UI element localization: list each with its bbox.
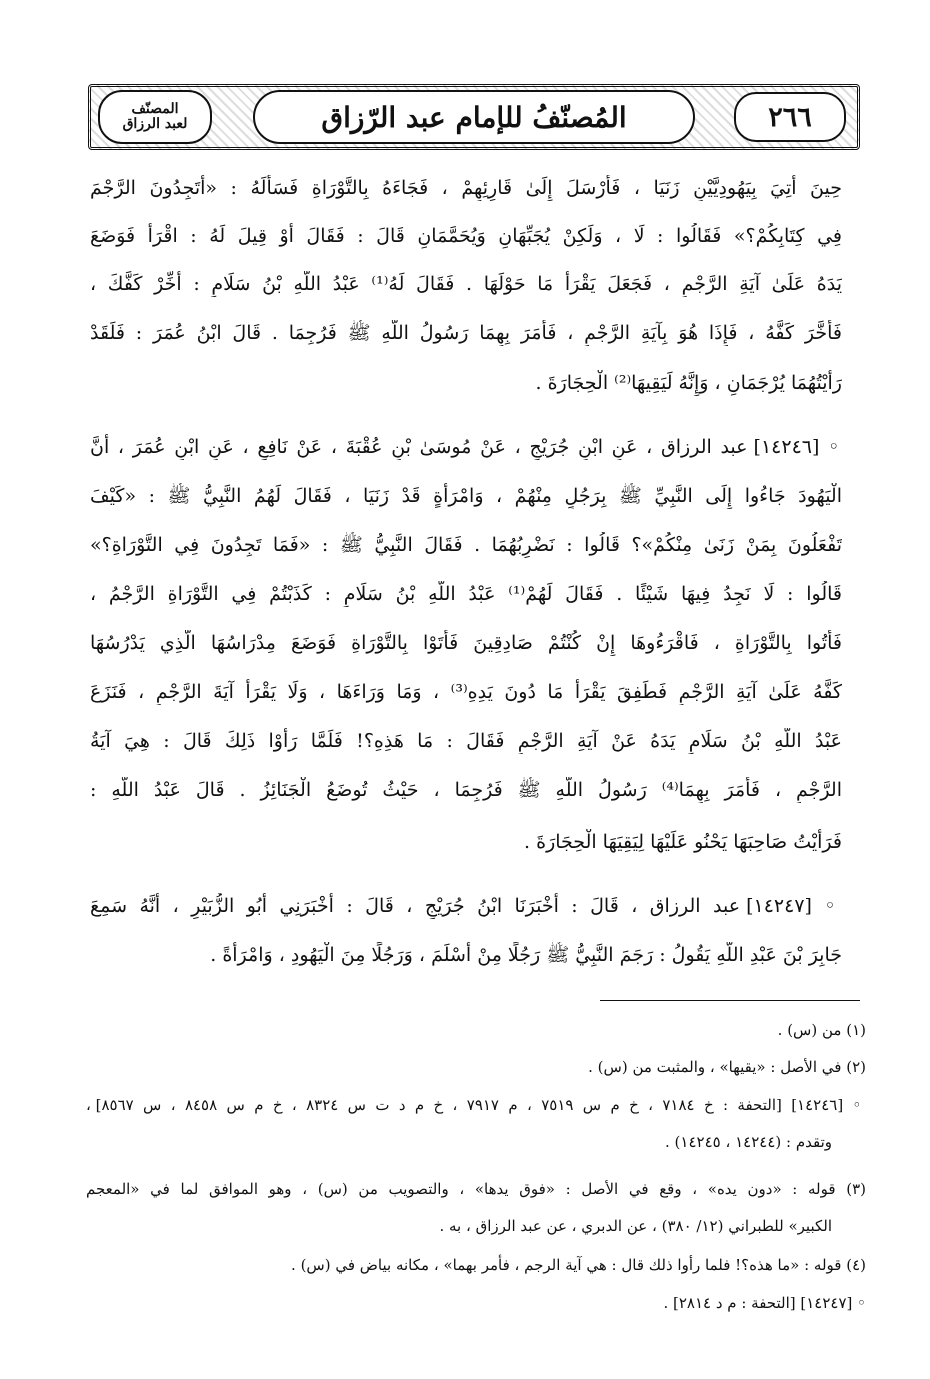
page-number: ٢٦٦ xyxy=(768,101,812,133)
hadith-header-line: ◦ [١٤٢٤٦] عبد الرزاق ، عَنِ ابْنِ جُرَيْجٍ ، عَنْ مُوسَىٰ بْنِ عُقْبَةَ ، عَنْ نَافِعٍ ، عَنِ ابْنِ عُمَرَ ، أَنَّ xyxy=(90,436,842,458)
text-line: عَبْدُ اللَّهِ بْنُ سَلَامٍ يَدَهُ عَنْ آيَةِ الرَّجْمِ فَقَالَ : مَا هَذِهِ؟! فَلَمَّا رَأَوْا ذَلِكَ قَالَ : هِيَ آيَةُ xyxy=(90,730,842,752)
text-line: الْيَهُودَ جَاءُوا إِلَى النَّبِيِّ ﷺ بِرَجُلٍ مِنْهُمْ ، وَامْرَأَةٍ قَدْ زَنَيَا ، فَقَالَ لَهُمُ النَّبِيُّ ﷺ : «كَيْفَ xyxy=(90,485,842,507)
page-header xyxy=(88,84,860,150)
text-line: الرَّجْمِ ، فَأَمَرَ بِهِمَا⁽⁴⁾ رَسُولُ اللَّهِ ﷺ فَرُجِمَا ، حَيْثُ تُوضَعُ الْجَنَائِزُ . قَالَ عَبْدُ اللَّهِ : xyxy=(90,779,842,801)
footnote: (١) من (س) . xyxy=(777,1021,866,1039)
footnote: ◦ [١٤٢٤٧] [التحفة : م د ٢٨١٤] . xyxy=(663,1294,866,1312)
page-number-cartouche xyxy=(734,92,846,142)
book-logo xyxy=(98,90,212,144)
hadith-header-line: ◦ [١٤٢٤٧] عبد الرزاق ، قَالَ : أَخْبَرَنَا ابْنُ جُرَيْجٍ ، قَالَ : أَخْبَرَنِي أَبُو الزُّبَيْرِ ، أَنَّهُ سَمِعَ xyxy=(90,895,842,917)
book-logo-text xyxy=(123,102,188,131)
footnote: الكبير» للطبراني (١٢/ ٣٨٠) ، عن الدبري ، عن عبد الرزاق ، به . xyxy=(439,1217,832,1235)
footnote: (٢) في الأصل : «يقيها» ، والمثبت من (س) . xyxy=(588,1058,866,1076)
book-title: المُصنّفُ للإمام عبد الرّزاق xyxy=(321,100,627,134)
text-line: رَأَيْتُهُمَا يُرْجَمَانِ ، وَإِنَّهُ لَيَقِيهَا⁽²⁾ الْحِجَارَةَ . xyxy=(535,372,842,394)
text-line: فَأَخَّرَ كَفَّهُ ، فَإِذَا هُوَ بِآيَةِ الرَّجْمِ ، فَأَمَرَ بِهِمَا رَسُولُ اللَّهِ ﷺ فَرُجِمَا . قَالَ ابْنُ عُمَرَ : فَلَقَدْ xyxy=(90,322,842,344)
text-line: يَدَهُ عَلَىٰ آيَةِ الرَّجْمِ ، فَجَعَلَ يَقْرَأُ مَا حَوْلَهَا . فَقَالَ لَهُ⁽¹⁾ عَبْدُ اللَّهِ بْنُ سَلَامٍ : أَخِّرْ كَفَّكَ ، xyxy=(90,273,842,295)
text-line: تَفْعَلُونَ بِمَنْ زَنَىٰ مِنْكُمْ»؟ قَالُوا : نَضْرِبُهُمَا . فَقَالَ النَّبِيُّ ﷺ : «فَمَا تَجِدُونَ فِي التَّوْرَاةِ؟» xyxy=(90,534,842,556)
footnote-separator xyxy=(600,1000,860,1001)
footnote: (٣) قوله : «دون يده» ، وقع في الأصل : «فوق يدها» ، والتصويب من (س) ، وهو الموافق لما في «المعجم xyxy=(86,1180,866,1198)
text-line: قَالُوا : لَا نَجِدُ فِيهَا شَيْئًا . فَقَالَ لَهُمْ⁽¹⁾ عَبْدُ اللَّهِ بْنُ سَلَامٍ : كَذَبْتُمْ فِي التَّوْرَاةِ الرَّجْمُ ، xyxy=(90,583,842,605)
footnote: وتقدم : (١٤٢٤٤ ، ١٤٢٤٥) . xyxy=(665,1133,832,1151)
text-line: كَفَّهُ عَلَىٰ آيَةِ الرَّجْمِ فَطَفِقَ يَقْرَأُ مَا دُونَ يَدِهِ⁽³⁾ ، وَمَا وَرَاءَهَا ، وَلَا يَقْرَأُ آيَةَ الرَّجْمِ ، فَنَزَعَ xyxy=(90,681,842,703)
logo-line-1: المصنّف xyxy=(131,101,179,118)
logo-line-2: لعبد الرزاق xyxy=(122,116,188,132)
text-line: فِي كِتَابِكُمْ؟» فَقَالُوا : لَا ، وَلَكِنْ يُجَبِّهَانِ وَيُحَمَّمَانِ قَالَ : فَقَالَ أَوْ قِيلَ لَهُ : اقْرَأْ فَوَضَعَ xyxy=(90,225,842,247)
text-line: فَرَأَيْتُ صَاحِبَهَا يَحْنُو عَلَيْهَا لِيَقِيَهَا الْحِجَارَةَ . xyxy=(524,831,842,853)
footnote: ◦ [١٤٢٤٦] [التحفة : خ ٧١٨٤ ، خ م س ٧٥١٩ ، م ٧٩١٧ ، خ م د ت س ٨٣٢٤ ، خ م س ٨٤٥٨ ، س ٨٥٦٧] ، xyxy=(86,1096,866,1114)
footnote: (٤) قوله : «ما هذه؟! فلما رأوا ذلك قال : هي آية الرجم ، فأمر بهما» ، مكانه بياض في (س) . xyxy=(291,1256,866,1274)
text-line: حِينَ أُتِيَ بِيَهُودِيَّيْنِ زَنَيَا ، فَأَرْسَلَ إِلَىٰ قَارِئِهِمْ ، فَجَاءَهُ بِالتَّوْرَاةِ فَسَأَلَهُ : «أَتَجِدُونَ الرَّجْمَ xyxy=(90,177,842,199)
title-cartouche xyxy=(253,90,695,144)
text-line: فَأْتُوا بِالتَّوْرَاةِ ، فَاقْرَءُوهَا إِنْ كُنْتُمْ صَادِقِينَ فَأَتَوْا بِالتَّوْرَاةِ فَوَضَعَ مِدْرَاسُهَا الَّذِي يَدْرُسُهَا xyxy=(90,632,842,654)
text-line: جَابِرَ بْنَ عَبْدِ اللَّهِ يَقُولُ : رَجَمَ النَّبِيُّ ﷺ رَجُلًا مِنْ أَسْلَمَ ، وَرَجُلًا مِنَ الْيَهُودِ ، وَامْرَأَةً . xyxy=(210,944,842,966)
